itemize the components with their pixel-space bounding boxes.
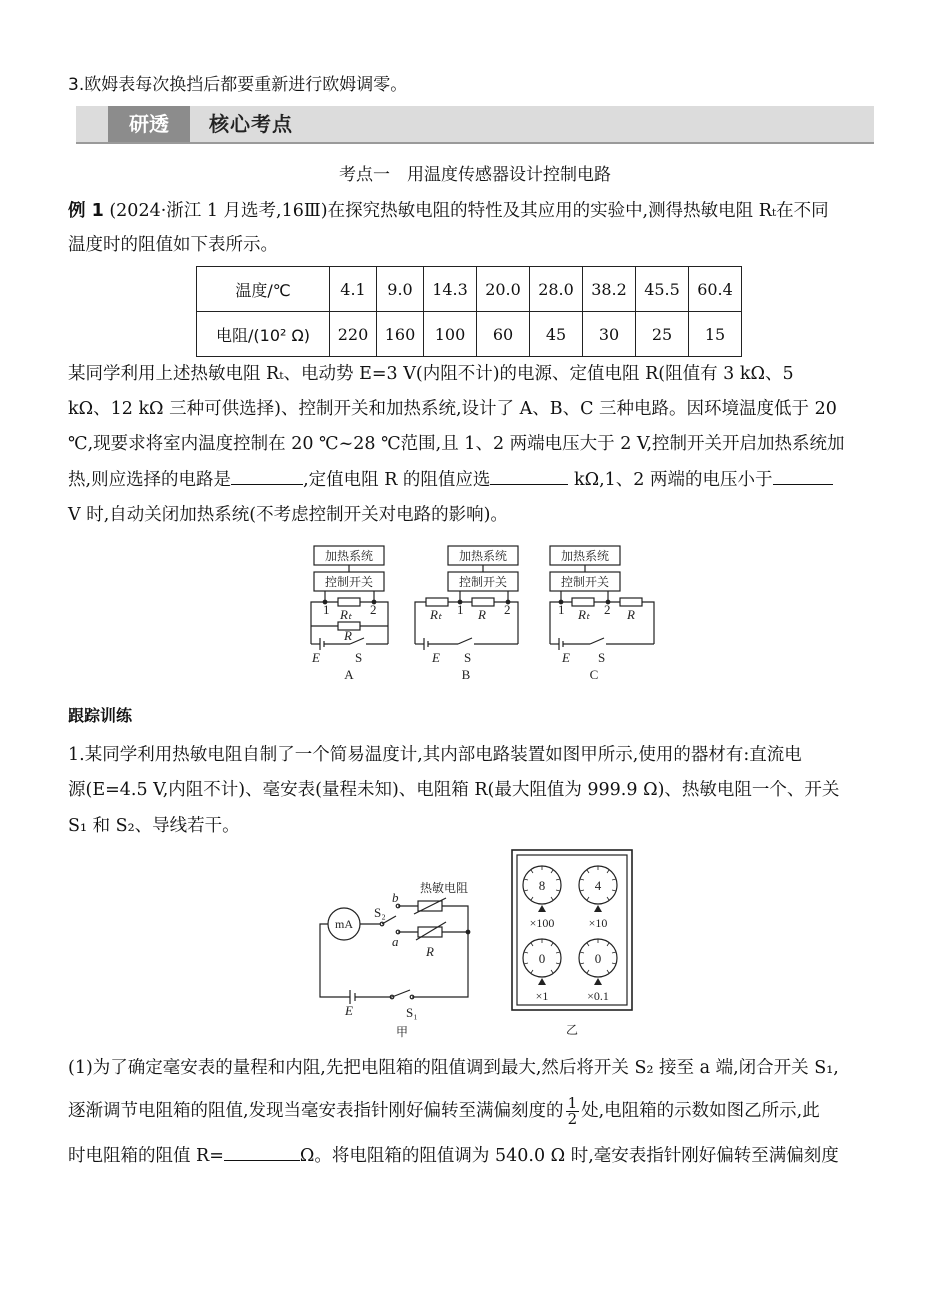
training-heading: 跟踪训练 [68,706,133,725]
part1-line [68,1096,820,1127]
dial-multiplier: ×10 [588,916,608,930]
para-line: kΩ、12 kΩ 三种可供选择)、控制开关和加热系统,设计了 A、B、C 三种电路。因环境温度低于 20 [68,399,837,419]
table-cell: 220 [330,312,377,357]
figure-jia [300,870,500,1040]
answer-blank[interactable] [224,1144,300,1161]
caption-a: A [344,667,354,682]
para-line [68,466,833,491]
table-cell: 45 [530,312,583,357]
circuit-figures [300,542,670,684]
control-label: 控制开关 [324,575,374,589]
para-line: ℃,现要求将室内温度控制在 20 ℃~28 ℃范围,且 1、2 两端电压大于 2 V,控制开关开启加热系统加 [68,434,845,454]
dial-digit: 0 [538,951,546,966]
dial-x100[interactable] [523,866,561,930]
part1-text: 时电阻箱的阻值 R= [68,1146,224,1166]
table-cell: 4.1 [330,267,377,312]
table-cell: 160 [377,312,424,357]
node-1: 1 [558,602,565,617]
s2-label: S₂ [374,905,386,920]
s-label: S [598,650,606,665]
rt-label: Rₜ [578,607,590,622]
example-line-1 [68,197,829,222]
dial-digit: 8 [538,878,546,893]
e-label: E [432,650,440,665]
table-cell: 60.4 [689,267,742,312]
e-label: E [345,1003,353,1018]
thermistor-label: 热敏电阻 [420,881,469,895]
example-label: 例 1 [68,201,104,221]
section-banner [76,106,874,144]
fraction-half [566,1096,580,1127]
dial-x0.1[interactable] [579,939,617,1003]
e-label: E [562,650,570,665]
fraction-numerator: 1 [567,1094,578,1112]
part1-line [68,1142,839,1167]
table-cell: 25 [636,312,689,357]
figure-yi [508,848,638,1036]
para-text: ,定值电阻 R 的阻值应选 [303,470,491,490]
answer-blank[interactable] [231,468,303,485]
question-line: S₁ 和 S₂、导线若干。 [68,816,240,836]
node-2: 2 [370,602,377,617]
part1-text: 逐渐调节电阻箱的阻值,发现当毫安表指针刚好偏转至满偏刻度的 [68,1101,564,1121]
table-row [197,267,742,312]
answer-blank[interactable] [490,468,568,485]
control-label: 控制开关 [560,575,610,589]
example-line-2: 温度时的阻值如下表所示。 [68,235,278,255]
heater-label: 加热系统 [324,549,374,563]
para-text: kΩ,1、2 两端的电压小于 [568,470,773,490]
heater-label: 加热系统 [458,549,508,563]
r-label: R [627,607,635,622]
s1-label: S₁ [406,1005,418,1020]
resistance-box-inner [517,855,627,1005]
r-label: R [344,628,352,643]
question-line: 1.某同学利用热敏电阻自制了一个简易温度计,其内部电路装置如图甲所示,使用的器材有:直流电 [68,745,802,765]
part1-line: (1)为了确定毫安表的量程和内阻,先把电阻箱的阻值调到最大,然后将开关 S₂ 接至 a 端,闭合开关 S₁, [68,1058,839,1078]
circuit-a [311,546,388,682]
e-label: E [312,650,320,665]
table-row [197,312,742,357]
answer-blank[interactable] [773,468,833,485]
question-line: 源(E=4.5 V,内阻不计)、毫安表(量程未知)、电阻箱 R(最大阻值为 999.9 Ω)、热敏电阻一个、开关 [68,780,840,800]
caption-yi: 乙 [565,1023,579,1036]
dial-x1[interactable] [523,939,561,1003]
dial-digit: 4 [594,878,602,893]
s-label: S [355,650,363,665]
node-1: 1 [457,602,464,617]
table-cell: 38.2 [583,267,636,312]
section-title: 考点一 用温度传感器设计控制电路 [339,165,611,185]
table-cell: 60 [477,312,530,357]
dial-multiplier: ×0.1 [587,989,609,1003]
part1-text: 处,电阻箱的示数如图乙所示,此 [581,1101,820,1121]
table-cell: 9.0 [377,267,424,312]
table-cell: 100 [424,312,477,357]
dial-digit: 0 [594,951,602,966]
s-label: S [464,650,472,665]
b-terminal: b [392,890,399,905]
heater-label: 加热系统 [560,549,610,563]
table-cell: 45.5 [636,267,689,312]
caption-c: C [589,667,599,682]
a-terminal: a [392,934,399,949]
table-cell: 14.3 [424,267,477,312]
milliammeter-label: mA [335,917,353,931]
r-label: R [426,944,434,959]
caption-b: B [461,667,471,682]
fraction-denominator: 2 [567,1110,578,1128]
table-cell: 30 [583,312,636,357]
table-header-temp: 温度/℃ [197,267,330,312]
rt-label: Rₜ [430,607,442,622]
control-label: 控制开关 [458,575,508,589]
dial-multiplier: ×100 [529,916,555,930]
dial-multiplier: ×1 [535,989,549,1003]
node-2: 2 [504,602,511,617]
example-text-1: (2024·浙江 1 月选考,16Ⅲ)在探究热敏电阻的特性及其应用的实验中,测得热敏电阻 Rₜ在不同 [103,201,829,221]
circuit-c [550,546,654,682]
table-cell: 20.0 [477,267,530,312]
rt-label: Rₜ [340,607,352,622]
data-table [196,266,742,357]
para-line: V 时,自动关闭加热系统(不考虑控制开关对电路的影响)。 [68,505,508,525]
node-2: 2 [604,602,611,617]
part1-text: Ω。将电阻箱的阻值调为 540.0 Ω 时,毫安表指针刚好偏转至满偏刻度 [299,1146,839,1166]
node-1: 1 [323,602,330,617]
banner-title: 核心考点 [209,112,293,136]
banner-tag: 研透 [108,106,190,142]
table-cell: 15 [689,312,742,357]
table-cell: 28.0 [530,267,583,312]
dial-x10[interactable] [579,866,617,930]
r-label: R [478,607,486,622]
top-note: 3.欧姆表每次换挡后都要重新进行欧姆调零。 [68,75,408,95]
para-text: 热,则应选择的电路是 [68,470,232,490]
para-line: 某同学利用上述热敏电阻 Rₜ、电动势 E=3 V(内阻不计)的电源、定值电阻 R(阻值有 3 kΩ、5 [68,364,794,384]
circuit-b [415,546,518,682]
caption-jia: 甲 [395,1025,409,1039]
table-header-resistance: 电阻/(10² Ω) [197,312,330,357]
